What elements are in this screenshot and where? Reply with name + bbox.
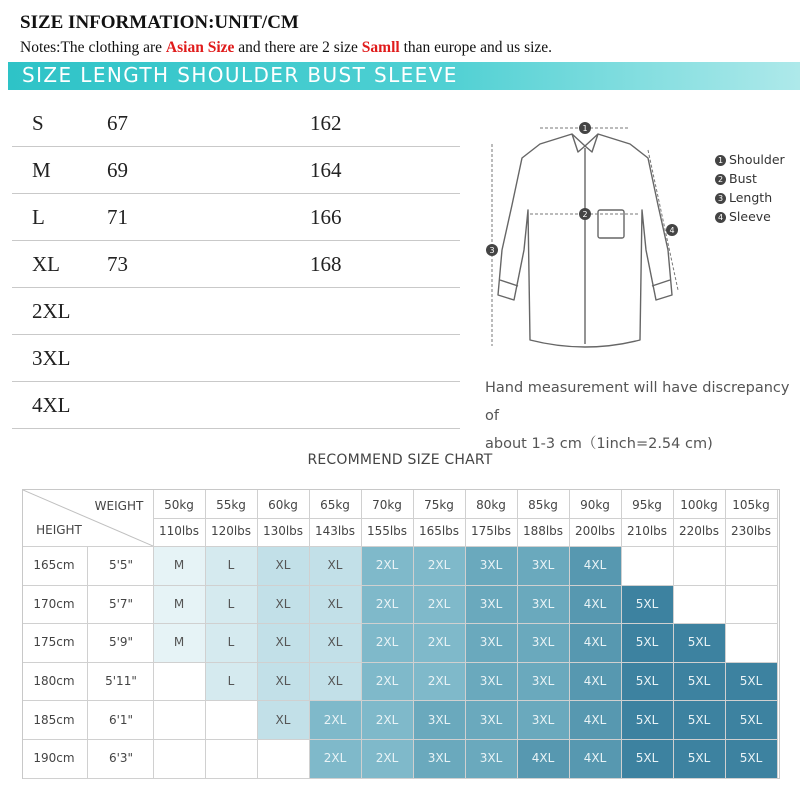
- size-cell: 4XL: [569, 546, 621, 585]
- legend-item-length: [715, 188, 785, 207]
- grid-line: [23, 623, 777, 624]
- measurement-header-text: SIZE LENGTH SHOULDER BUST SLEEVE: [22, 63, 458, 87]
- legend-marker-2-icon: 2: [715, 174, 726, 185]
- size-cell: 3XL: [517, 623, 569, 662]
- legend-label: Sleeve: [729, 209, 771, 224]
- grid-line: [153, 490, 154, 778]
- size-label: 2XL: [32, 299, 71, 323]
- grid-line: [23, 778, 777, 779]
- size-cell: 3XL: [465, 700, 517, 739]
- legend-marker-3-icon: 3: [715, 193, 726, 204]
- weight-lbs-header: 110lbs: [158, 524, 200, 538]
- weight-lbs-header: 175lbs: [470, 524, 512, 538]
- shoulder-marker-label: 1: [582, 124, 588, 133]
- size-cell: 3XL: [465, 662, 517, 701]
- recommend-size-table: [22, 489, 780, 779]
- notes-text-end: than europe and us size.: [399, 39, 553, 56]
- recommend-chart-title: RECOMMEND SIZE CHART: [307, 452, 493, 468]
- height-cm-label: 185cm: [33, 712, 75, 727]
- weight-lbs-header: 230lbs: [730, 524, 772, 538]
- size-cell: 5XL: [725, 739, 777, 778]
- size-cell: M: [153, 546, 205, 585]
- size-cell: M: [153, 585, 205, 624]
- sleeve-measure-line: [648, 150, 678, 290]
- legend-item-bust: [715, 169, 785, 188]
- length-value: 69: [107, 158, 128, 182]
- length-value: 67: [107, 111, 128, 135]
- size-notes: [20, 39, 552, 57]
- weight-lbs-header: 220lbs: [678, 524, 720, 538]
- size-cell: 3XL: [465, 623, 517, 662]
- weight-kg-header: 75kg: [424, 498, 454, 512]
- shirt-left-cuff: [500, 280, 518, 286]
- size-cell: XL: [309, 662, 361, 701]
- size-cell: [725, 546, 777, 585]
- size-cell: 5XL: [725, 700, 777, 739]
- size-cell: [205, 700, 257, 739]
- size-cell: L: [205, 546, 257, 585]
- note-line-1: Hand measurement will have discrepancy of: [485, 380, 790, 424]
- shoulder-value: 168: [310, 252, 342, 276]
- size-cell: 2XL: [361, 585, 413, 624]
- grid-line: [465, 490, 466, 778]
- legend-marker-4-icon: 4: [715, 212, 726, 223]
- size-cell: 5XL: [621, 700, 673, 739]
- weight-kg-header: 65kg: [320, 498, 350, 512]
- size-cell: 5XL: [673, 700, 725, 739]
- weight-kg-header: 95kg: [632, 498, 662, 512]
- size-cell: 5XL: [673, 623, 725, 662]
- size-cell: L: [205, 623, 257, 662]
- size-row: [12, 335, 460, 382]
- grid-line: [23, 700, 777, 701]
- size-label: L: [32, 205, 45, 229]
- height-ft-label: 6'1": [108, 712, 134, 727]
- shoulder-value: 162: [310, 111, 342, 135]
- grid-line: [361, 490, 362, 778]
- height-cm-label: 170cm: [33, 596, 75, 611]
- size-row: [12, 100, 460, 147]
- size-cell: 3XL: [517, 662, 569, 701]
- size-cell: [725, 585, 777, 624]
- size-cell: 3XL: [517, 700, 569, 739]
- shirt-diagram: [480, 110, 690, 360]
- legend-item-sleeve: [715, 207, 785, 226]
- size-cell: L: [205, 585, 257, 624]
- size-cell: 5XL: [725, 662, 777, 701]
- shirt-right-cuff: [652, 280, 670, 286]
- size-cell: 2XL: [309, 739, 361, 778]
- height-cm-label: 190cm: [33, 751, 75, 766]
- size-cell: 2XL: [309, 700, 361, 739]
- size-cell: 4XL: [569, 700, 621, 739]
- size-cell: L: [205, 662, 257, 701]
- size-cell: 5XL: [621, 739, 673, 778]
- size-cell: XL: [257, 700, 309, 739]
- size-cell: 3XL: [465, 585, 517, 624]
- weight-kg-header: 105kg: [732, 498, 770, 512]
- grid-line: [569, 490, 570, 778]
- size-row: [12, 382, 460, 429]
- size-cell: XL: [257, 585, 309, 624]
- size-cell: 3XL: [465, 546, 517, 585]
- bust-marker-label: 2: [582, 210, 588, 219]
- weight-kg-header: 70kg: [372, 498, 402, 512]
- legend-item-shoulder: [715, 150, 785, 169]
- length-value: 71: [107, 205, 128, 229]
- grid-line: [23, 739, 777, 740]
- size-cell: [153, 739, 205, 778]
- size-cell: 2XL: [361, 623, 413, 662]
- weight-header-label: WEIGHT: [94, 499, 144, 513]
- size-cell: XL: [257, 623, 309, 662]
- size-row: [12, 241, 460, 288]
- notes-text-mid: and there are 2 size: [234, 39, 362, 56]
- size-cell: 4XL: [569, 662, 621, 701]
- size-cell: 5XL: [621, 623, 673, 662]
- legend-label: Length: [729, 190, 773, 205]
- weight-lbs-header: 165lbs: [418, 524, 460, 538]
- grid-line: [309, 490, 310, 778]
- weight-lbs-header: 210lbs: [626, 524, 668, 538]
- grid-line: [257, 490, 258, 778]
- size-cell: 2XL: [413, 623, 465, 662]
- size-cell: XL: [309, 546, 361, 585]
- size-cell: 3XL: [465, 739, 517, 778]
- size-cell: [205, 739, 257, 778]
- grid-line: [777, 490, 778, 778]
- length-marker-label: 3: [489, 246, 495, 255]
- shoulder-value: 166: [310, 205, 342, 229]
- height-ft-label: 5'9": [108, 635, 134, 650]
- size-cell: 2XL: [413, 662, 465, 701]
- weight-kg-header: 90kg: [580, 498, 610, 512]
- size-cell: [673, 546, 725, 585]
- measurement-discrepancy-note: [485, 374, 800, 458]
- notes-text: Notes:The clothing are: [20, 39, 166, 56]
- height-ft-label: 5'11": [105, 674, 137, 689]
- size-cell: [153, 700, 205, 739]
- grid-line: [23, 585, 777, 586]
- height-ft-label: 5'7": [108, 596, 134, 611]
- weight-kg-header: 85kg: [528, 498, 558, 512]
- size-cell: 4XL: [569, 585, 621, 624]
- size-label: 4XL: [32, 393, 71, 417]
- size-cell: 3XL: [413, 739, 465, 778]
- grid-line: [725, 490, 726, 778]
- size-cell: XL: [309, 623, 361, 662]
- size-cell: [257, 739, 309, 778]
- grid-line: [621, 490, 622, 778]
- grid-line: [23, 662, 777, 663]
- grid-line: [23, 546, 777, 547]
- size-cell: 4XL: [517, 739, 569, 778]
- size-cell: 3XL: [413, 700, 465, 739]
- size-cell: 2XL: [413, 546, 465, 585]
- shoulder-value: 164: [310, 158, 342, 182]
- size-row: [12, 288, 460, 335]
- weight-kg-header: 55kg: [216, 498, 246, 512]
- page-title: SIZE INFORMATION:UNIT/CM: [20, 12, 299, 33]
- size-cell: [725, 623, 777, 662]
- size-cell: 2XL: [413, 585, 465, 624]
- length-value: 73: [107, 252, 128, 276]
- size-cell: 4XL: [569, 623, 621, 662]
- size-cell: 5XL: [621, 585, 673, 624]
- weight-lbs-header: 200lbs: [574, 524, 616, 538]
- height-header-label: HEIGHT: [36, 523, 82, 537]
- size-cell: [621, 546, 673, 585]
- weight-kg-header: 50kg: [164, 498, 194, 512]
- size-cell: 5XL: [621, 662, 673, 701]
- note-line-2: about 1-3 cm（1inch=2.54 cm): [485, 436, 713, 452]
- grid-line: [205, 490, 206, 778]
- size-label: XL: [32, 252, 60, 276]
- size-cell: 2XL: [361, 700, 413, 739]
- weight-kg-header: 80kg: [476, 498, 506, 512]
- weight-lbs-header: 188lbs: [522, 524, 564, 538]
- weight-lbs-header: 130lbs: [262, 524, 304, 538]
- height-cm-label: 165cm: [33, 558, 75, 573]
- weight-lbs-header: 155lbs: [366, 524, 408, 538]
- notes-highlight-small: Samll: [361, 39, 400, 56]
- height-ft-label: 5'5": [108, 558, 134, 573]
- size-cell: XL: [257, 662, 309, 701]
- notes-highlight-asian-size: Asian Size: [165, 39, 235, 56]
- legend-marker-1-icon: 1: [715, 155, 726, 166]
- size-cell: [673, 585, 725, 624]
- size-row: [12, 147, 460, 194]
- size-label: M: [32, 158, 51, 182]
- grid-line: [517, 490, 518, 778]
- size-cell: 3XL: [517, 546, 569, 585]
- height-cm-label: 180cm: [33, 674, 75, 689]
- size-row: [12, 194, 460, 241]
- size-cell: 2XL: [361, 662, 413, 701]
- size-cell: M: [153, 623, 205, 662]
- weight-kg-header: 100kg: [680, 498, 718, 512]
- size-cell: 2XL: [361, 546, 413, 585]
- weight-lbs-header: 143lbs: [314, 524, 356, 538]
- size-cell: XL: [309, 585, 361, 624]
- grid-line: [673, 490, 674, 778]
- height-cm-label: 175cm: [33, 635, 75, 650]
- weight-kg-header: 60kg: [268, 498, 298, 512]
- size-cell: XL: [257, 546, 309, 585]
- size-cell: [153, 662, 205, 701]
- measurement-header-bar: [8, 62, 800, 90]
- height-ft-label: 6'3": [108, 751, 134, 766]
- size-cell: 5XL: [673, 662, 725, 701]
- sleeve-marker-label: 4: [669, 226, 675, 235]
- size-cell: 5XL: [673, 739, 725, 778]
- grid-line: [87, 546, 88, 778]
- size-cell: 2XL: [361, 739, 413, 778]
- size-measurement-table: [12, 100, 460, 429]
- legend-label: Bust: [729, 171, 757, 186]
- grid-line: [413, 490, 414, 778]
- size-cell: 4XL: [569, 739, 621, 778]
- diagram-legend: [715, 150, 785, 226]
- size-cell: 3XL: [517, 585, 569, 624]
- weight-lbs-header: 120lbs: [210, 524, 252, 538]
- size-label: S: [32, 111, 44, 135]
- size-label: 3XL: [32, 346, 71, 370]
- legend-label: Shoulder: [729, 152, 785, 167]
